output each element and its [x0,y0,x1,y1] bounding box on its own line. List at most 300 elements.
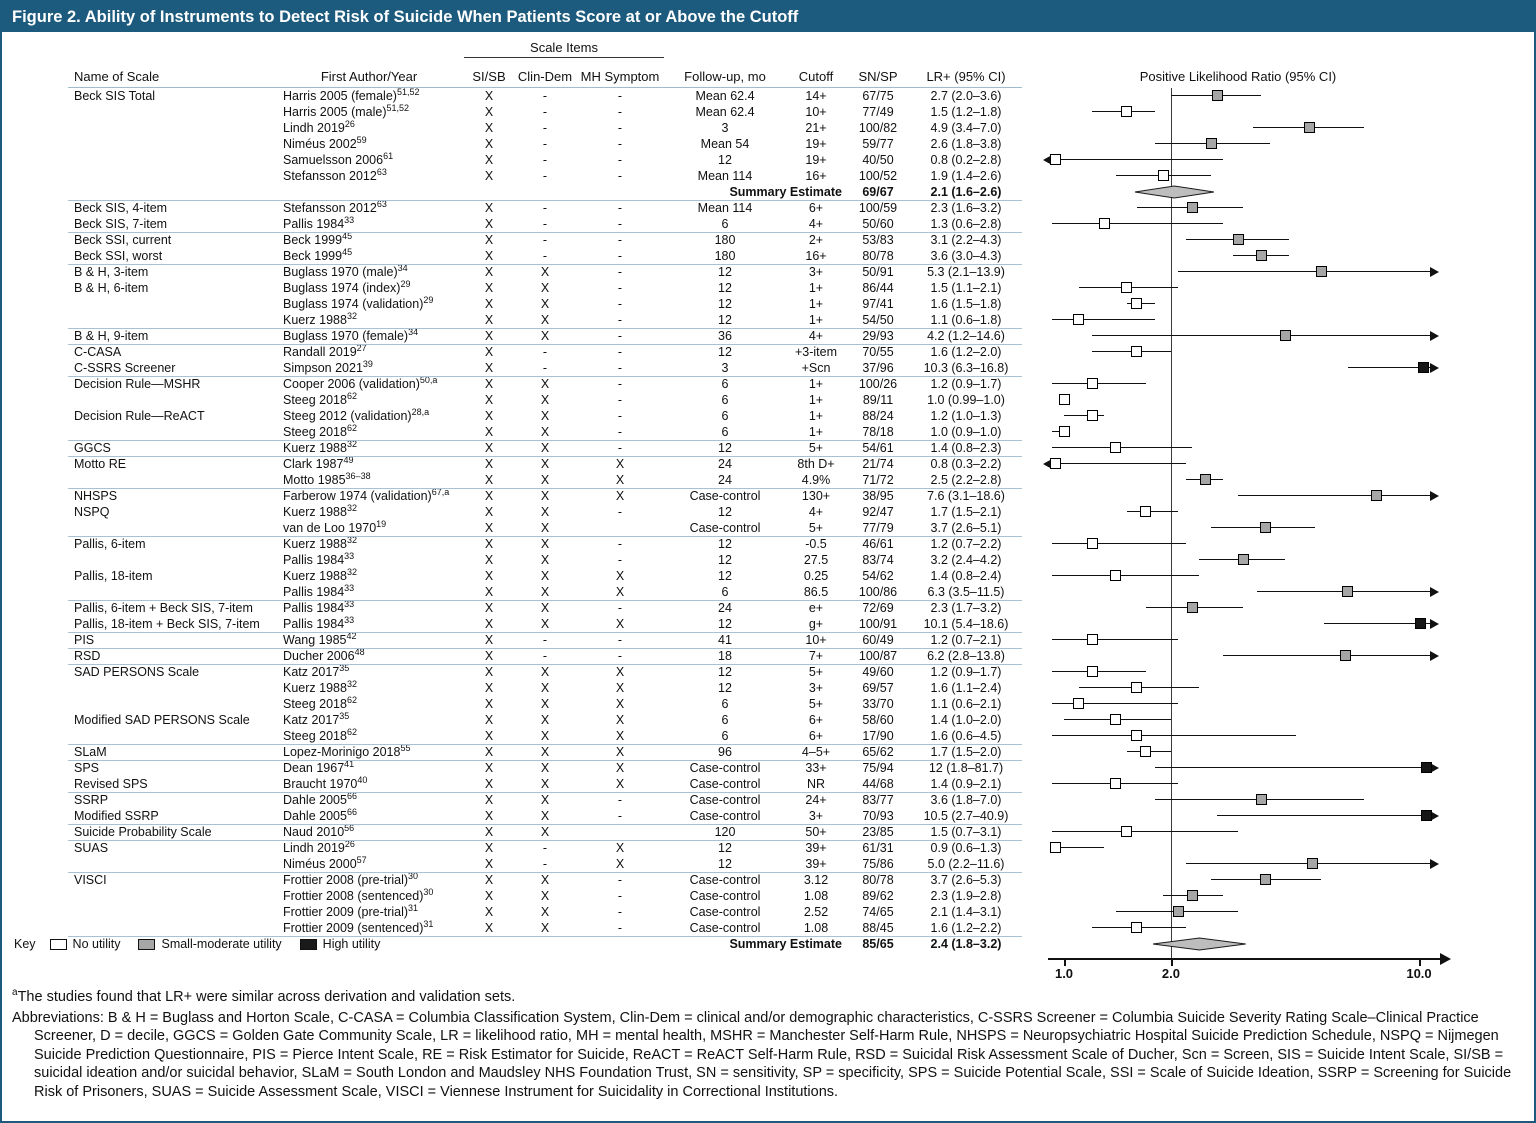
study-row [2,808,1534,824]
cutoff-value: 14+ [805,89,827,103]
mh-symptom-value: - [617,873,623,887]
sn-sp-value: 58/60 [862,713,894,727]
ci-line [1052,159,1223,160]
col-header-sn-sp: SN/SP [858,69,898,84]
mh-symptom-value: - [617,921,623,935]
key-item: Small-moderate utility [138,936,281,952]
forest-plot-cell [1022,392,1454,408]
scale-name: GGCS [74,441,111,455]
ci-line [1155,767,1431,768]
scale-name: Modified SSRP [74,809,159,823]
study-row [2,712,1534,728]
mh-symptom-value: X [615,617,625,631]
cutoff-value: 4+ [808,217,824,231]
mh-symptom-value: - [617,633,623,647]
follow-up-value: 6 [721,585,729,599]
si-sb-value: X [484,809,494,823]
study-row [2,872,1534,888]
lr-ci-value: 0.8 (0.3–2.2) [930,457,1002,471]
lr-ci-value: 2.3 (1.7–3.2) [930,601,1002,615]
effect-marker [1371,490,1382,501]
forest-plot-cell [1022,296,1454,312]
lr-ci-value: 10.1 (5.4–18.6) [923,617,1009,631]
mh-symptom-value: - [617,89,623,103]
forest-plot-cell [1022,648,1454,664]
forest-plot-cell [1022,136,1454,152]
effect-marker [1087,378,1098,389]
forest-plot-cell [1022,488,1454,504]
follow-up-value: 120 [714,825,736,839]
cutoff-value: 27.5 [803,553,829,567]
sn-sp-value: 89/11 [862,393,894,407]
forest-plot-cell [1022,328,1454,344]
sn-sp-value: 70/55 [862,345,894,359]
cutoff-value: 130+ [801,489,831,503]
lr-ci-value: 1.0 (0.99–1.0) [927,393,1005,407]
citation-superscript: 33 [344,582,355,593]
lr-ci-value: 1.4 (0.8–2.3) [930,441,1002,455]
follow-up-value: 12 [718,569,732,583]
study-author: Samuelsson 2006$^{61}$ [283,150,394,167]
scale-name: Pallis, 18-item [74,569,153,583]
mh-symptom-value [576,520,664,536]
key-swatch-icon [138,939,155,950]
effect-marker [1340,650,1351,661]
lr-ci-value: 5.3 (2.1–13.9) [927,265,1005,279]
study-author: Kuerz 1988$^{32}$ [283,534,357,551]
clin-dem-value: X [540,585,550,599]
follow-up-value: 180 [714,233,736,247]
ci-line [1052,463,1186,464]
clin-dem-value: X [540,809,550,823]
study-author: Beck 1999$^{45}$ [283,246,353,263]
sn-sp-value: 33/70 [862,697,894,711]
clin-dem-value: - [542,201,548,215]
forest-plot-cell [1022,840,1454,856]
clin-dem-value: X [540,745,550,759]
sn-sp-value: 88/24 [862,409,894,423]
citation-superscript: 33 [344,550,355,561]
study-author: Pallis 1984$^{33}$ [283,214,355,231]
effect-marker [1099,218,1110,229]
scale-name: PIS [74,633,95,647]
cutoff-value: 4+ [808,505,824,519]
summary-diamond-icon [1152,937,1247,951]
citation-superscript: 55 [400,742,411,753]
citation-superscript: 26 [344,118,355,129]
forest-plot-cell [1022,760,1454,776]
scale-group [2,376,1534,440]
follow-up-value: 12 [718,441,732,455]
citation-superscript: 31 [423,918,434,929]
si-sb-value: X [484,233,494,247]
clin-dem-value: X [540,489,550,503]
study-row [2,728,1534,744]
sn-sp-value: 69/57 [862,681,894,695]
mh-symptom-value: - [617,105,623,119]
cutoff-value: 6+ [808,729,824,743]
si-sb-value: X [484,905,494,919]
scale-group [2,488,1534,536]
effect-marker [1316,266,1327,277]
study-row [2,824,1534,840]
mh-symptom-value: X [615,745,625,759]
mh-symptom-value: - [617,329,623,343]
citation-superscript: 40 [357,774,368,785]
cutoff-value: 16+ [805,249,827,263]
scale-name: Beck SSI, worst [74,249,163,263]
cutoff-value: 1.08 [803,921,829,935]
study-author: Ducher 2006$^{48}$ [283,646,365,663]
cutoff-value: 3.12 [803,873,829,887]
clin-dem-value: X [540,425,550,439]
forest-plot-cell [1022,232,1454,248]
study-author: Stefansson 2012$^{63}$ [283,198,387,215]
study-row [2,376,1534,392]
sn-sp-value: 54/50 [862,313,894,327]
clin-dem-value: X [540,313,550,327]
study-row [2,136,1534,152]
study-author: Kuerz 1988$^{32}$ [283,502,357,519]
clin-dem-value: X [540,505,550,519]
follow-up-value: 18 [718,649,732,663]
footnote-a-marker: a [12,987,18,999]
follow-up-value: 12 [718,313,732,327]
scale-name: Pallis, 18-item + Beck SIS, 7-item [74,617,260,631]
scale-group [2,440,1534,456]
ci-arrow-right-icon [1430,859,1439,869]
mh-symptom-value: - [617,409,623,423]
cutoff-value: 50+ [805,825,827,839]
cutoff-value: 10+ [805,105,827,119]
ci-line [1052,671,1146,672]
forest-plot-cell [1022,712,1454,728]
study-row [2,696,1534,712]
follow-up-value: 12 [718,553,732,567]
study-row [2,344,1534,360]
follow-up-value: 12 [718,345,732,359]
study-row [2,200,1534,216]
mh-symptom-value: - [617,233,623,247]
sn-sp-value: 88/45 [862,921,894,935]
mh-symptom-value: X [615,841,625,855]
scale-name: Motto RE [74,457,127,471]
forest-table-body [2,88,1534,952]
forest-plot-cell [1022,120,1454,136]
forest-plot-cell [1022,584,1454,600]
ci-line [1052,223,1223,224]
study-row [2,792,1534,808]
si-sb-value: X [484,745,494,759]
sn-sp-value: 92/47 [862,505,894,519]
sn-sp-value: 50/60 [862,217,894,231]
cutoff-value: 6+ [808,201,824,215]
study-row [2,392,1534,408]
effect-marker [1131,346,1142,357]
scale-name [68,152,274,168]
si-sb-value: X [484,873,494,887]
col-header-lr-ci: LR+ (95% CI) [926,69,1006,84]
follow-up-value: 6 [721,409,729,423]
si-sb-value: X [484,441,494,455]
cutoff-value: 16+ [805,169,827,183]
scale-group [2,648,1534,664]
effect-marker [1121,826,1132,837]
scale-name: Revised SPS [74,777,148,791]
follow-up-value: 12 [718,681,732,695]
scale-name [68,888,274,904]
mh-symptom-value: - [617,297,623,311]
ci-line [1223,655,1431,656]
effect-marker [1140,746,1151,757]
citation-superscript: 35 [339,710,350,721]
lr-ci-value: 1.6 (1.1–2.4) [930,681,1002,695]
sn-sp-value: 97/41 [862,297,894,311]
mh-symptom-value: - [617,313,623,327]
citation-superscript: 56 [344,822,355,833]
sn-sp-value: 100/59 [858,201,898,215]
sn-sp-value: 80/78 [862,249,894,263]
footnote-a [12,988,1524,1007]
citation-superscript: 29 [400,278,411,289]
study-row [2,232,1534,248]
sn-sp-value: 17/90 [862,729,894,743]
effect-marker [1233,234,1244,245]
scale-name: VISCI [74,873,107,887]
scale-name [68,168,274,184]
effect-marker [1280,330,1291,341]
mh-symptom-value [576,824,664,840]
lr-ci-value: 0.8 (0.2–2.8) [930,153,1002,167]
clin-dem-value: X [540,889,550,903]
citation-superscript: 61 [383,150,394,161]
scale-name [68,520,274,536]
lr-ci-value: 7.6 (3.1–18.6) [927,489,1005,503]
effect-marker [1238,554,1249,565]
mh-symptom-value: X [615,665,625,679]
follow-up-value: Case-control [689,905,761,919]
key-item: High utility [300,936,381,952]
study-author: Beck 1999$^{45}$ [283,230,353,247]
scale-group [2,760,1534,792]
cutoff-value: 19+ [805,153,827,167]
study-row [2,424,1534,440]
citation-superscript: 32 [346,310,357,321]
mh-symptom-value: X [615,761,625,775]
follow-up-value: 24 [718,457,732,471]
forest-plot-cell [1022,568,1454,584]
clin-dem-value: X [540,921,550,935]
lr-ci-value: 1.6 (1.5–1.8) [930,297,1002,311]
ci-arrow-right-icon [1430,587,1439,597]
sn-sp-value: 54/61 [862,441,894,455]
abbreviations-text: Abbreviations: B & H = Buglass and Horton Scale, C-CASA = Columbia Classification System, Clin-Dem = clinical and/or demographic characteristics, C-SSRS Screener = Columbia Suicide Severity Rating Scale–Clinical Practice Screener, D = decile, GGCS = Golden Gate Community Scale, LR = likelihood ratio, MH = mental health, MSHR = Manchester Self-Harm Rule, NHSPS = Neuropsychiatric Hospital Suicide Prediction Schedule, NSPQ = Nijmegen Suicide Prediction Questionnaire, PIS = Pierce Intent Scale, RE = Risk Estimator for Suicide, ReACT = ReACT Self-Harm Rule, RSD = Suicidal Risk Assessment Scale of Ducher, Scn = Screen, SIS = Suicide Intent Scale, SI/SB = suicidal ideation and/or suicidal behavior, SLaM = South London and Maudsley NHS Foundation Trust, SN = sensitivity, SP = specificity, SPS = Suicide Potential Scale, SSI = Scale of Suicide Ideation, SSRP = Screening for Suicide Risk of Prisoners, SUAS = Suicide Assessment Scale, VISCI = Viennese Instrument for Suicidality in Correctional Institutions. [12,1009,1512,1100]
ci-line [1127,511,1179,512]
study-row [2,440,1534,456]
citation-superscript: 28,a [411,406,430,417]
citation-superscript: 49 [343,454,354,465]
study-row [2,296,1534,312]
effect-marker [1304,122,1315,133]
effect-marker [1087,634,1098,645]
lr-ci-value: 1.4 (1.0–2.0) [930,713,1002,727]
clin-dem-value: - [542,841,548,855]
sn-sp-value: 89/62 [862,889,894,903]
effect-marker [1140,506,1151,517]
effect-marker [1187,890,1198,901]
effect-marker [1050,842,1061,853]
mh-symptom-value: - [617,425,623,439]
study-row [2,760,1534,776]
effect-marker [1342,586,1353,597]
scale-name: Decision Rule—MSHR [74,377,201,391]
effect-marker [1256,794,1267,805]
lr-ci-value: 1.2 (0.7–2.2) [930,537,1002,551]
si-sb-value: X [484,201,494,215]
forest-plot-cell [1022,360,1454,376]
scale-group [2,792,1534,824]
citation-superscript: 48 [354,646,365,657]
mh-symptom-value: - [617,649,623,663]
lr-ci-value: 3.6 (3.0–4.3) [930,249,1002,263]
lr-ci-value: 3.2 (2.4–4.2) [930,553,1002,567]
effect-marker [1418,362,1429,373]
scale-name [68,312,274,328]
citation-superscript: 41 [344,758,355,769]
lr-ci-value: 2.5 (2.2–2.8) [930,473,1002,487]
sn-sp-value: 61/31 [862,841,894,855]
forest-plot-cell [1022,536,1454,552]
cutoff-value: 33+ [805,761,827,775]
follow-up-value: 3 [721,361,729,375]
sn-sp-value: 77/49 [862,105,894,119]
si-sb-value: X [484,729,494,743]
follow-up-value: Case-control [689,521,761,535]
effect-marker [1121,106,1132,117]
sn-sp-value: 100/86 [858,585,898,599]
scale-group [2,632,1534,648]
forest-plot-cell [1022,408,1454,424]
mh-symptom-value: - [617,441,623,455]
sn-sp-value: 37/96 [862,361,894,375]
scale-group [2,232,1534,264]
study-author: Frottier 2008 (sentenced)$^{30}$ [283,886,434,903]
follow-up-value: 6 [721,713,729,727]
summary-sn-sp: 69/67 [862,185,894,199]
x-axis [1022,952,1454,982]
study-author: Kuerz 1988$^{32}$ [283,678,357,695]
study-row [2,600,1534,616]
cutoff-value: 1+ [808,393,824,407]
scale-group [2,344,1534,376]
citation-superscript: 62 [346,726,357,737]
study-row [2,552,1534,568]
clin-dem-value: X [540,825,550,839]
citation-superscript: 31 [408,902,419,913]
axis-tick-label: 10.0 [1406,966,1432,981]
scale-name: NHSPS [74,489,118,503]
cutoff-value: 19+ [805,137,827,151]
sn-sp-value: 40/50 [862,153,894,167]
sn-sp-value: 100/26 [858,377,898,391]
clin-dem-value: - [542,137,548,151]
citation-superscript: 45 [342,230,353,241]
mh-symptom-value: - [617,361,623,375]
clin-dem-value: X [540,281,550,295]
clin-dem-value: X [540,553,550,567]
lr-ci-value: 1.5 (1.1–2.1) [930,281,1002,295]
clin-dem-value: - [542,857,548,871]
si-sb-value: X [484,457,494,471]
study-author: Dean 1967$^{41}$ [283,758,355,775]
scale-name [68,472,274,488]
lr-ci-value: 1.6 (1.2–2.2) [930,921,1002,935]
citation-superscript: 30 [423,886,434,897]
lr-ci-value: 1.5 (0.7–3.1) [930,825,1002,839]
cutoff-value: 5+ [808,665,824,679]
cutoff-value: 1.08 [803,889,829,903]
forest-plot-cell [1022,88,1454,104]
study-row [2,520,1534,536]
scale-name: NSPQ [74,505,110,519]
sn-sp-value: 21/74 [862,457,894,471]
effect-marker [1260,874,1271,885]
scale-group [2,456,1534,488]
scale-name: Beck SIS, 4-item [74,201,168,215]
cutoff-value: 86.5 [803,585,829,599]
ci-arrow-right-icon [1430,491,1439,501]
citation-superscript: 62 [346,694,357,705]
cutoff-value: 5+ [808,441,824,455]
clin-dem-value: X [540,729,550,743]
effect-marker [1421,810,1432,821]
si-sb-value: X [484,889,494,903]
cutoff-value: 7+ [808,649,824,663]
mh-symptom-value: - [617,201,623,215]
lr-ci-value: 6.3 (3.5–11.5) [927,585,1005,599]
clin-dem-value: - [542,89,548,103]
footnotes [2,982,1534,1121]
clin-dem-value: X [540,377,550,391]
follow-up-value: 6 [721,729,729,743]
scale-name: Modified SAD PERSONS Scale [74,713,250,727]
mh-symptom-value: - [617,553,623,567]
forest-plot-cell [1022,792,1454,808]
follow-up-value: 6 [721,217,729,231]
follow-up-value: 12 [718,505,732,519]
study-author: Farberow 1974 (validation)$^{67,a}$ [283,486,450,503]
sn-sp-value: 100/87 [858,649,898,663]
citation-superscript: 62 [346,390,357,401]
si-sb-value: X [484,681,494,695]
study-author: van de Loo 1970$^{19}$ [283,518,387,535]
sn-sp-value: 54/62 [862,569,894,583]
cutoff-value: 0.25 [803,569,829,583]
scale-name: Beck SIS Total [74,89,156,103]
study-row [2,280,1534,296]
si-sb-value: X [484,217,494,231]
sn-sp-value: 75/86 [862,857,894,871]
si-sb-value: X [484,169,494,183]
follow-up-value: 12 [718,281,732,295]
study-row [2,648,1534,664]
lr-ci-value: 10.5 (2.7–40.9) [923,809,1009,823]
si-sb-value: X [484,537,494,551]
citation-superscript: 33 [344,614,355,625]
si-sb-value: X [484,777,494,791]
citation-superscript: 57 [356,854,367,865]
study-author: Pallis 1984$^{33}$ [283,614,355,631]
